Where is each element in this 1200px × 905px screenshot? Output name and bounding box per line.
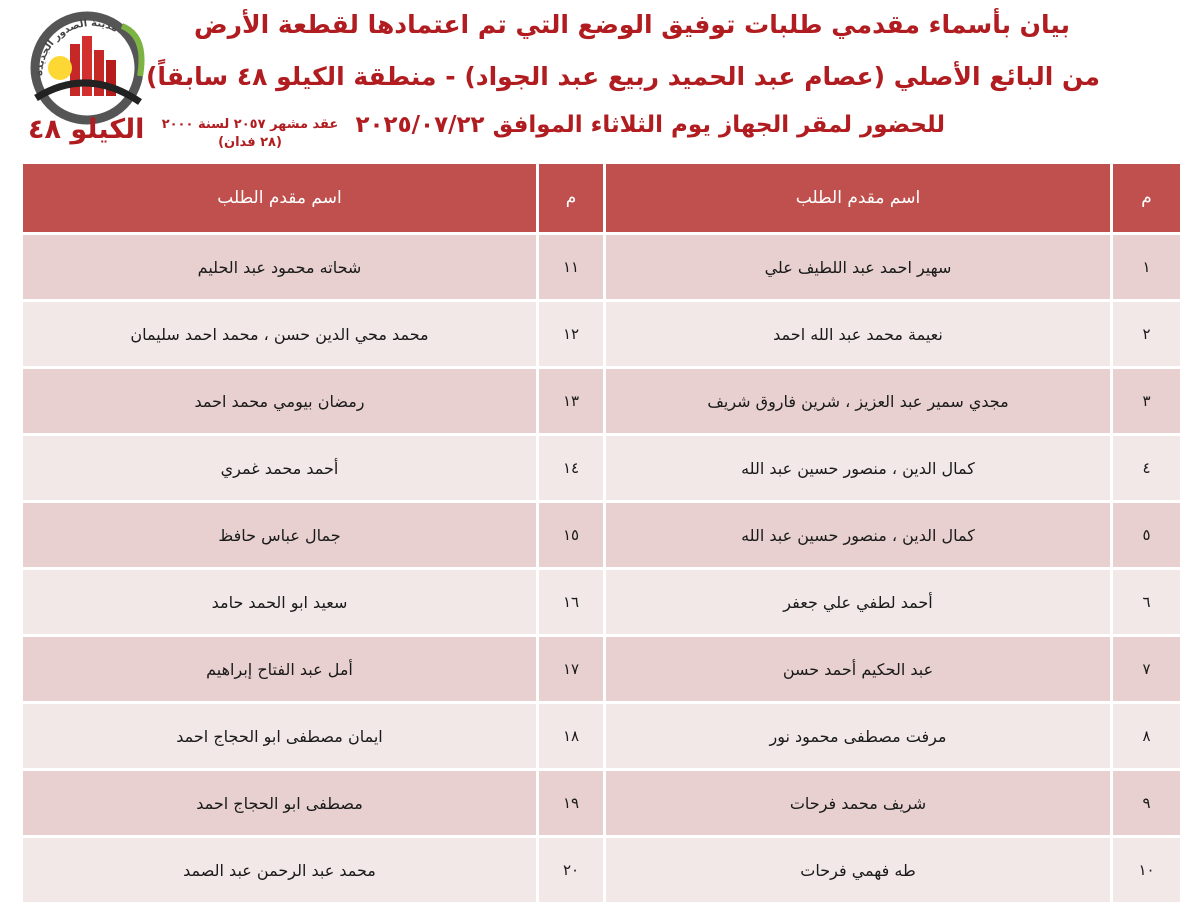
table-row xyxy=(20,704,1180,771)
table-row xyxy=(20,503,1180,570)
applicant-name: أمل عبد الفتاح إبراهيم xyxy=(20,637,536,704)
row-number: ١٨ xyxy=(536,704,603,771)
applicant-name: مرفت مصطفى محمود نور xyxy=(603,704,1110,771)
applicant-name: عبد الحكيم أحمد حسن xyxy=(603,637,1110,704)
contract-number: عقد مشهر ٢٠٥٧ لسنة ٢٠٠٠ xyxy=(161,117,339,132)
row-number: ١١ xyxy=(536,235,603,302)
table-row xyxy=(20,838,1180,905)
table-row xyxy=(20,771,1180,838)
applicant-name: رمضان بيومي محمد احمد xyxy=(20,369,536,436)
row-number: ١٥ xyxy=(536,503,603,570)
col-header-number-2: م xyxy=(536,164,603,235)
applicant-name: سعيد ابو الحمد حامد xyxy=(20,570,536,637)
contract-info xyxy=(150,116,350,152)
row-number: ٢ xyxy=(1110,302,1180,369)
table-row xyxy=(20,369,1180,436)
applicant-name: كمال الدين ، منصور حسين عبد الله xyxy=(603,436,1110,503)
row-number: ٢٠ xyxy=(536,838,603,905)
row-number: ٤ xyxy=(1110,436,1180,503)
table-row xyxy=(20,570,1180,637)
table-row xyxy=(20,302,1180,369)
title-line-1: بيان بأسماء مقدمي طلبات توفيق الوضع التي تم اعتمادها لقطعة الأرض xyxy=(193,10,1070,39)
applicant-name: مجدي سمير عبد العزيز ، شرين فاروق شريف xyxy=(603,369,1110,436)
row-number: ١٧ xyxy=(536,637,603,704)
applicant-name: كمال الدين ، منصور حسين عبد الله xyxy=(603,503,1110,570)
col-header-name-2: اسم مقدم الطلب xyxy=(20,164,536,235)
applicant-name: جمال عباس حافظ xyxy=(20,503,536,570)
applicant-name: شحاته محمود عبد الحليم xyxy=(20,235,536,302)
table-row xyxy=(20,436,1180,503)
contract-area: (٢٨ فدان) xyxy=(218,135,282,150)
applicant-name: أحمد لطفي علي جعفر xyxy=(603,570,1110,637)
col-header-name-1: اسم مقدم الطلب xyxy=(603,164,1110,235)
row-number: ١٩ xyxy=(536,771,603,838)
row-number: ٦ xyxy=(1110,570,1180,637)
applicant-name: طه فهمي فرحات xyxy=(603,838,1110,905)
applicant-name: محمد محي الدين حسن ، محمد احمد سليمان xyxy=(20,302,536,369)
row-number: ١٦ xyxy=(536,570,603,637)
row-number: ٣ xyxy=(1110,369,1180,436)
applicant-name: شريف محمد فرحات xyxy=(603,771,1110,838)
title-line-2: من البائع الأصلي (عصام عبد الحميد ربيع عبد الجواد) - منطقة الكيلو ٤٨ سابقاً) xyxy=(145,62,1100,91)
applicant-name: محمد عبد الرحمن عبد الصمد xyxy=(20,838,536,905)
row-number: ٨ xyxy=(1110,704,1180,771)
row-number: ١٤ xyxy=(536,436,603,503)
applicant-name: مصطفى ابو الحجاج احمد xyxy=(20,771,536,838)
applicant-name: نعيمة محمد عبد الله احمد xyxy=(603,302,1110,369)
logo-arc-text: مدينة الصدور الجديدة xyxy=(33,17,120,77)
logo-caption: الكيلو ٤٨ xyxy=(28,114,145,145)
applicant-name: سهير احمد عبد اللطيف علي xyxy=(603,235,1110,302)
row-number: ٥ xyxy=(1110,503,1180,570)
applicant-name: ايمان مصطفى ابو الحجاج احمد xyxy=(20,704,536,771)
applicants-table xyxy=(20,164,1180,905)
table-row xyxy=(20,637,1180,704)
document-header xyxy=(0,0,1200,160)
table-row xyxy=(20,235,1180,302)
row-number: ٧ xyxy=(1110,637,1180,704)
row-number: ١ xyxy=(1110,235,1180,302)
row-number: ١٣ xyxy=(536,369,603,436)
col-header-number-1: م xyxy=(1110,164,1180,235)
row-number: ١٢ xyxy=(536,302,603,369)
applicant-name: أحمد محمد غمري xyxy=(20,436,536,503)
applicants-table-wrap xyxy=(20,164,1180,905)
row-number: ٩ xyxy=(1110,771,1180,838)
title-line-3: للحضور لمقر الجهاز يوم الثلاثاء الموافق ٢٠٢٥/٠٧/٢٢ xyxy=(355,112,945,138)
table-header-row xyxy=(20,164,1180,235)
row-number: ١٠ xyxy=(1110,838,1180,905)
